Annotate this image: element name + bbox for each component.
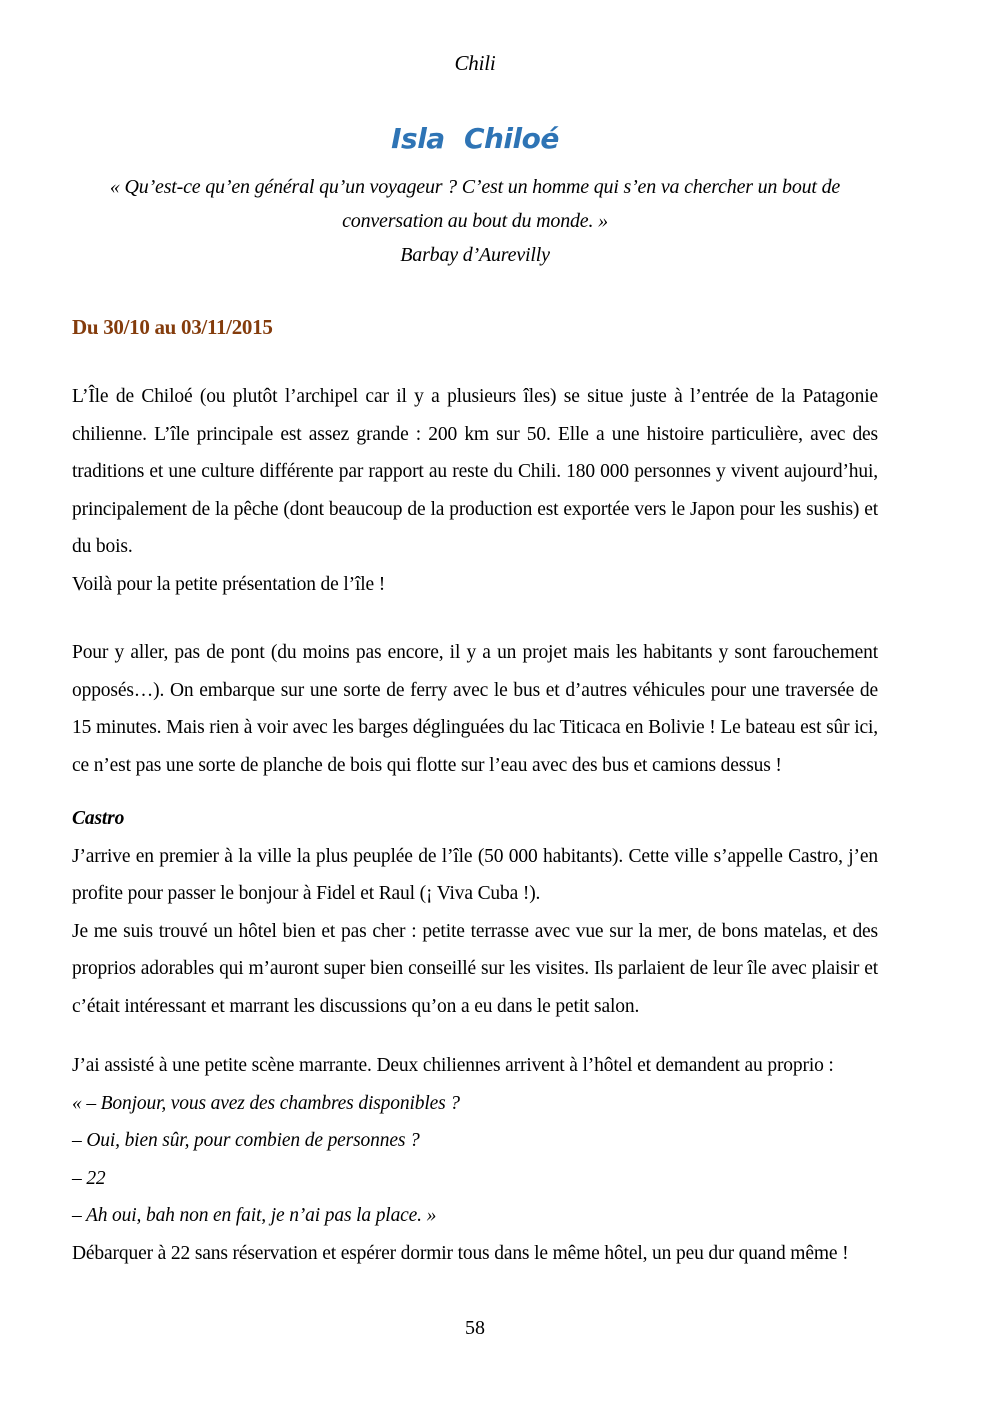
paragraph-castro-arrival: J’arrive en premier à la ville la plus peuplée de l’île (50 000 habitants). Cette ville s’appelle Castro, j’en profite pour passer le bonjour à Fidel et Raul (¡ Viva Cuba !). <box>72 845 878 904</box>
paragraph-presentation: Voilà pour la petite présentation de l’île ! <box>72 573 386 595</box>
paragraph-ferry: Pour y aller, pas de pont (du moins pas encore, il y a un projet mais les habitants y sont farouchement opposés…). On embarque sur une sorte de ferry avec le bus et d’autres véhicules pour une traversée de 15 minutes. Mais rien à voir avec les barges déglinguées du lac Titicaca en Bolivie ! Le bateau est sûr ici, ce n’est pas une sorte de planche de bois qui flotte sur l’eau avec des bus et camions dessus ! <box>72 642 878 776</box>
page-title: Isla Chiloé <box>391 122 559 155</box>
section-header: Chili <box>454 51 496 75</box>
paragraph-scene: J’ai assisté à une petite scène marrante. Deux chiliennes arrivent à l’hôtel et demandent au proprio : <box>72 1055 834 1076</box>
paragraph-intro: L’Île de Chiloé (ou plutôt l’archipel car il y a plusieurs îles) se situe juste à l’entrée de la Patagonie chilienne. L’île principale est assez grande : 200 km sur 50. Elle a une histoire particulière, avec des traditions et une culture différente par rapport au reste du Chili. 180 000 personnes y vivent aujourd’hui, principalement de la pêche (dont beaucoup de la production est exportée vers le Japon pour les sushis) et du bois. <box>72 386 878 557</box>
epigraph-line-1: « Qu’est-ce qu’en général qu’un voyageur ? C’est un homme qui s’en va chercher un bout de <box>109 176 841 198</box>
epigraph <box>72 170 878 272</box>
paragraph-conclusion: Débarquer à 22 sans réservation et espérer dormir tous dans le même hôtel, un peu dur quand même ! <box>72 1242 849 1264</box>
subheading-castro: Castro <box>72 808 125 829</box>
page-number: 58 <box>465 1317 485 1339</box>
date-heading: Du 30/10 au 03/11/2015 <box>72 315 273 339</box>
paragraph-hotel: Je me suis trouvé un hôtel bien et pas cher : petite terrasse avec vue sur la mer, de bons matelas, et des proprios adorables qui m’auront super bien conseillé sur les visites. Ils parlaient de leur île avec plaisir et c’était intéressant et marrant les discussions qu’on a eu dans le petit salon. <box>72 920 878 1017</box>
dialogue-line-2: – Oui, bien sûr, pour combien de personnes ? <box>72 1130 420 1151</box>
epigraph-line-2: conversation au bout du monde. » <box>342 210 608 232</box>
dialogue-line-3: – 22 <box>72 1167 106 1189</box>
dialogue-line-4: – Ah oui, bah non en fait, je n’ai pas la place. » <box>72 1205 437 1226</box>
epigraph-author: Barbay d’Aurevilly <box>400 244 550 266</box>
page-content <box>0 50 992 1272</box>
dialogue-line-1: « – Bonjour, vous avez des chambres disponibles ? <box>72 1092 460 1114</box>
